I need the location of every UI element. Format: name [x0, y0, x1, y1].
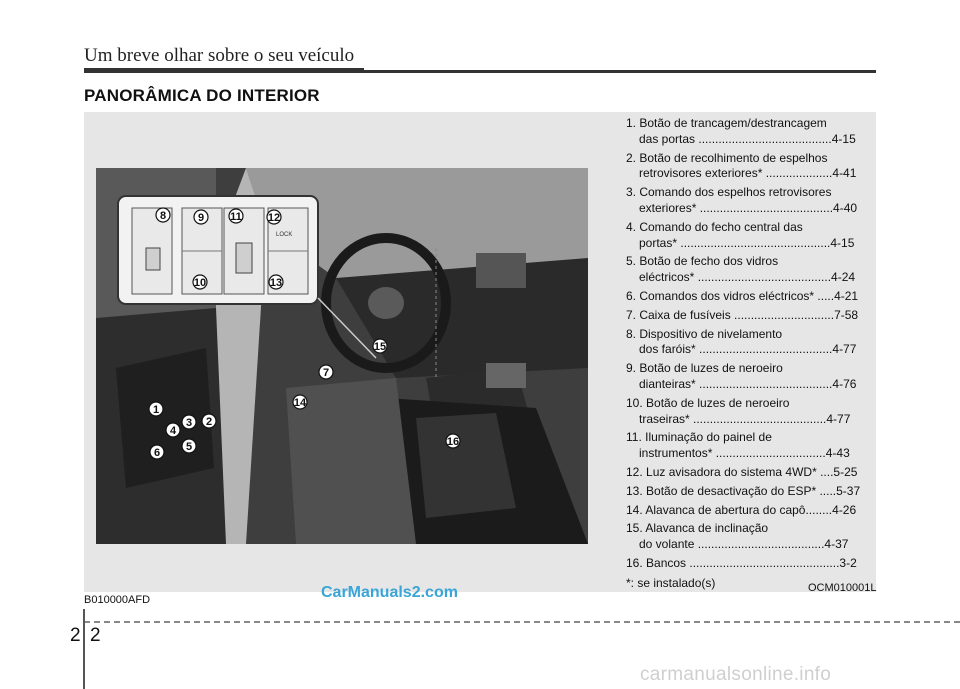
svg-text:7: 7 [322, 367, 330, 379]
legend-item: 11. Iluminação do painel de instrumentos* .................................4-43 [626, 430, 850, 461]
legend-footnote: *: se instalado(s) [626, 575, 716, 590]
legend-item: 6. Comandos dos vidros eléctricos* .....4-21 [626, 288, 859, 303]
callout-7 [319, 365, 333, 379]
callout-1 [149, 402, 163, 416]
legend-item: 3. Comando dos espelhos retrovisores exteriores* ........................................4-40 [626, 185, 858, 215]
svg-text:11: 11 [230, 211, 242, 223]
svg-text:13: 13 [269, 277, 283, 289]
figure-code-right: OCM010001L [808, 582, 877, 594]
callout-2 [202, 414, 216, 428]
callout-8 [156, 208, 170, 222]
legend-list [626, 116, 874, 592]
svg-text:6: 6 [153, 447, 161, 459]
legend-item: 14. Alavanca de abertura do capô........4-26 [626, 502, 857, 517]
chapter-number: 2 [70, 625, 81, 646]
legend-item: 7. Caixa de fusíveis ..............................7-58 [626, 307, 859, 322]
watermark-top: CarManuals2.com [321, 584, 458, 601]
legend-item: 8. Dispositivo de nivelamento dos faróis* ........................................4-77 [626, 326, 857, 357]
lock-switch-label: LOCK [276, 232, 293, 238]
header-rule [84, 70, 876, 73]
svg-text:16: 16 [446, 436, 460, 448]
watermark-bottom: carmanualsonline.info [640, 664, 832, 685]
svg-text:8: 8 [159, 210, 167, 222]
svg-text:14: 14 [293, 397, 307, 409]
legend-item: 15. Alavanca de inclinação do volante ......................................4-37 [626, 521, 849, 552]
legend-item: 16. Bancos .............................................3-2 [626, 555, 857, 570]
legend-item: 9. Botão de luzes de neroeiro dianteiras* ........................................4-76 [626, 361, 857, 391]
svg-text:3: 3 [185, 417, 193, 429]
legend-item: 12. Luz avisadora do sistema 4WD* ....5-25 [626, 464, 858, 479]
figure-code-left: B010000AFD [84, 594, 151, 606]
callout-15 [373, 339, 387, 353]
svg-text:1: 1 [152, 404, 160, 416]
svg-text:4: 4 [169, 425, 177, 437]
callout-12 [267, 210, 281, 224]
svg-text:5: 5 [185, 441, 193, 453]
callout-11 [229, 209, 243, 223]
callout-14 [293, 395, 307, 409]
svg-text:9: 9 [197, 212, 205, 224]
section-title: PANORÂMICA DO INTERIOR [84, 86, 320, 105]
callout-16 [446, 434, 460, 448]
callout-13 [269, 275, 283, 289]
legend-item: 5. Botão de fecho dos vidros eléctricos* ........................................4-24 [626, 254, 856, 285]
legend-item: 13. Botão de desactivação do ESP* .....5-37 [626, 483, 861, 498]
callout-5 [182, 439, 196, 453]
svg-text:12: 12 [267, 212, 281, 224]
callout-4 [166, 423, 180, 437]
legend-item: 1. Botão de trancagem/destrancagem das portas ........................................4-15 [626, 116, 856, 146]
page-number: 2 [90, 625, 101, 646]
legend-item: 4. Comando do fecho central das portas* .............................................4-15 [626, 219, 855, 250]
legend-item: 10. Botão de luzes de neroeiro traseiras* ........................................4-77 [626, 395, 851, 426]
legend-item: 2. Botão de recolhimento de espelhos retrovisores exteriores* ....................4-41 [626, 150, 857, 181]
footer-vertical-rule [83, 609, 85, 689]
svg-text:10: 10 [193, 277, 207, 289]
callout-6 [150, 445, 164, 459]
callout-10 [193, 275, 207, 289]
callout-layer [96, 168, 588, 544]
running-title: Um breve olhar sobre o seu veículo [84, 45, 355, 66]
callout-3 [182, 415, 196, 429]
svg-text:2: 2 [205, 416, 213, 428]
callout-9 [194, 210, 208, 224]
svg-text:15: 15 [373, 341, 387, 353]
footer-dashed-rule [84, 621, 960, 623]
